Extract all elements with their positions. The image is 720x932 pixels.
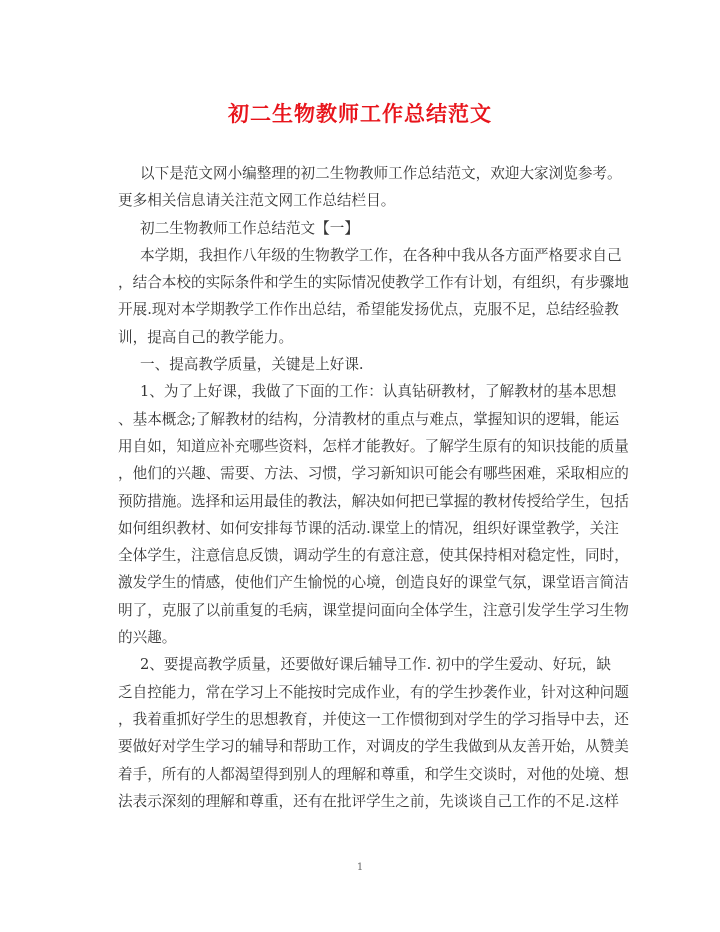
text-line: 以下是范文网小编整理的初二生物教师工作总结范文，欢迎大家浏览参考。	[140, 165, 622, 182]
text-line: 如何组织教材、如何安排每节课的活动.课堂上的情况，组织好课堂教学，关注	[118, 519, 619, 537]
text-line: 预防措施。选择和运用最佳的教法，解决如何把已掌握的教材传授给学生，包括	[118, 492, 629, 510]
paragraph	[118, 378, 629, 651]
text-line: 开展.现对本学期教学工作作出总结，希望能发扬优点，克服不足，总结经验教	[118, 301, 619, 319]
text-line: 要做好对学生学习的辅导和帮助工作，对调皮的学生我做到从友善开始，从赞美	[118, 738, 629, 756]
paragraph	[118, 651, 629, 815]
text-line: 、基本概念;了解教材的结构，分清教材的重点与难点，掌握知识的逻辑，能运	[118, 410, 620, 428]
paragraph	[118, 242, 629, 351]
document-title: 初二生物教师工作总结范文	[228, 102, 492, 126]
text-line: ，他们的兴趣、需要、方法、习惯，学习新知识可能会有哪些困难，采取相应的	[118, 465, 629, 483]
paragraph	[118, 351, 604, 378]
text-line: 2、要提高教学质量，还要做好课后辅导工作. 初中的学生爱动、好玩，缺	[140, 656, 611, 674]
text-line: 的兴趣。	[118, 629, 177, 647]
text-line: ，我着重抓好学生的思想教育，并使这一工作惯彻到对学生的学习指导中去，还	[118, 710, 629, 728]
text-line: 初二生物教师工作总结范文【一】	[140, 219, 359, 237]
paragraph	[118, 160, 622, 215]
text-line: 一、提高教学质量，关键是上好课.	[140, 356, 364, 374]
text-line: 乏自控能力，常在学习上不能按时完成作业，有的学生抄袭作业，针对这种问题	[118, 683, 629, 701]
text-line: 着手，所有的人都渴望得到别人的理解和尊重，和学生交谈时，对他的处境、想	[118, 765, 629, 783]
text-line: 1、为了上好课，我做了下面的工作：认真钻研教材，了解教材的基本思想	[140, 383, 617, 401]
text-line: ，结合本校的实际条件和学生的实际情况使教学工作有计划，有组织，有步骤地	[118, 274, 629, 292]
text-line: 用自如，知道应补充哪些资料，怎样才能教好。了解学生原有的知识技能的质量	[118, 437, 629, 455]
text-line: 激发学生的情感，使他们产生愉悦的心境，创造良好的课堂气氛，课堂语言简洁	[118, 574, 629, 592]
text-line: 全体学生，注意信息反馈，调动学生的有意注意，使其保持相对稳定性，同时，	[118, 547, 629, 565]
text-line: 法表示深刻的理解和尊重，还有在批评学生之前，先谈谈自己工作的不足.这样	[118, 792, 619, 810]
document-body	[118, 160, 629, 815]
text-line: 本学期，我担作八年级的生物教学工作，在各种中我从各方面严格要求自己	[140, 246, 622, 264]
page-number: 1	[356, 862, 364, 873]
text-line: 明了，克服了以前重复的毛病，课堂提问面向全体学生，注意引发学生学习生物	[118, 601, 629, 619]
text-line: 训，提高自己的教学能力。	[118, 328, 294, 346]
text-line: 更多相关信息请关注范文网工作总结栏目。	[118, 192, 396, 210]
paragraph	[118, 215, 604, 242]
